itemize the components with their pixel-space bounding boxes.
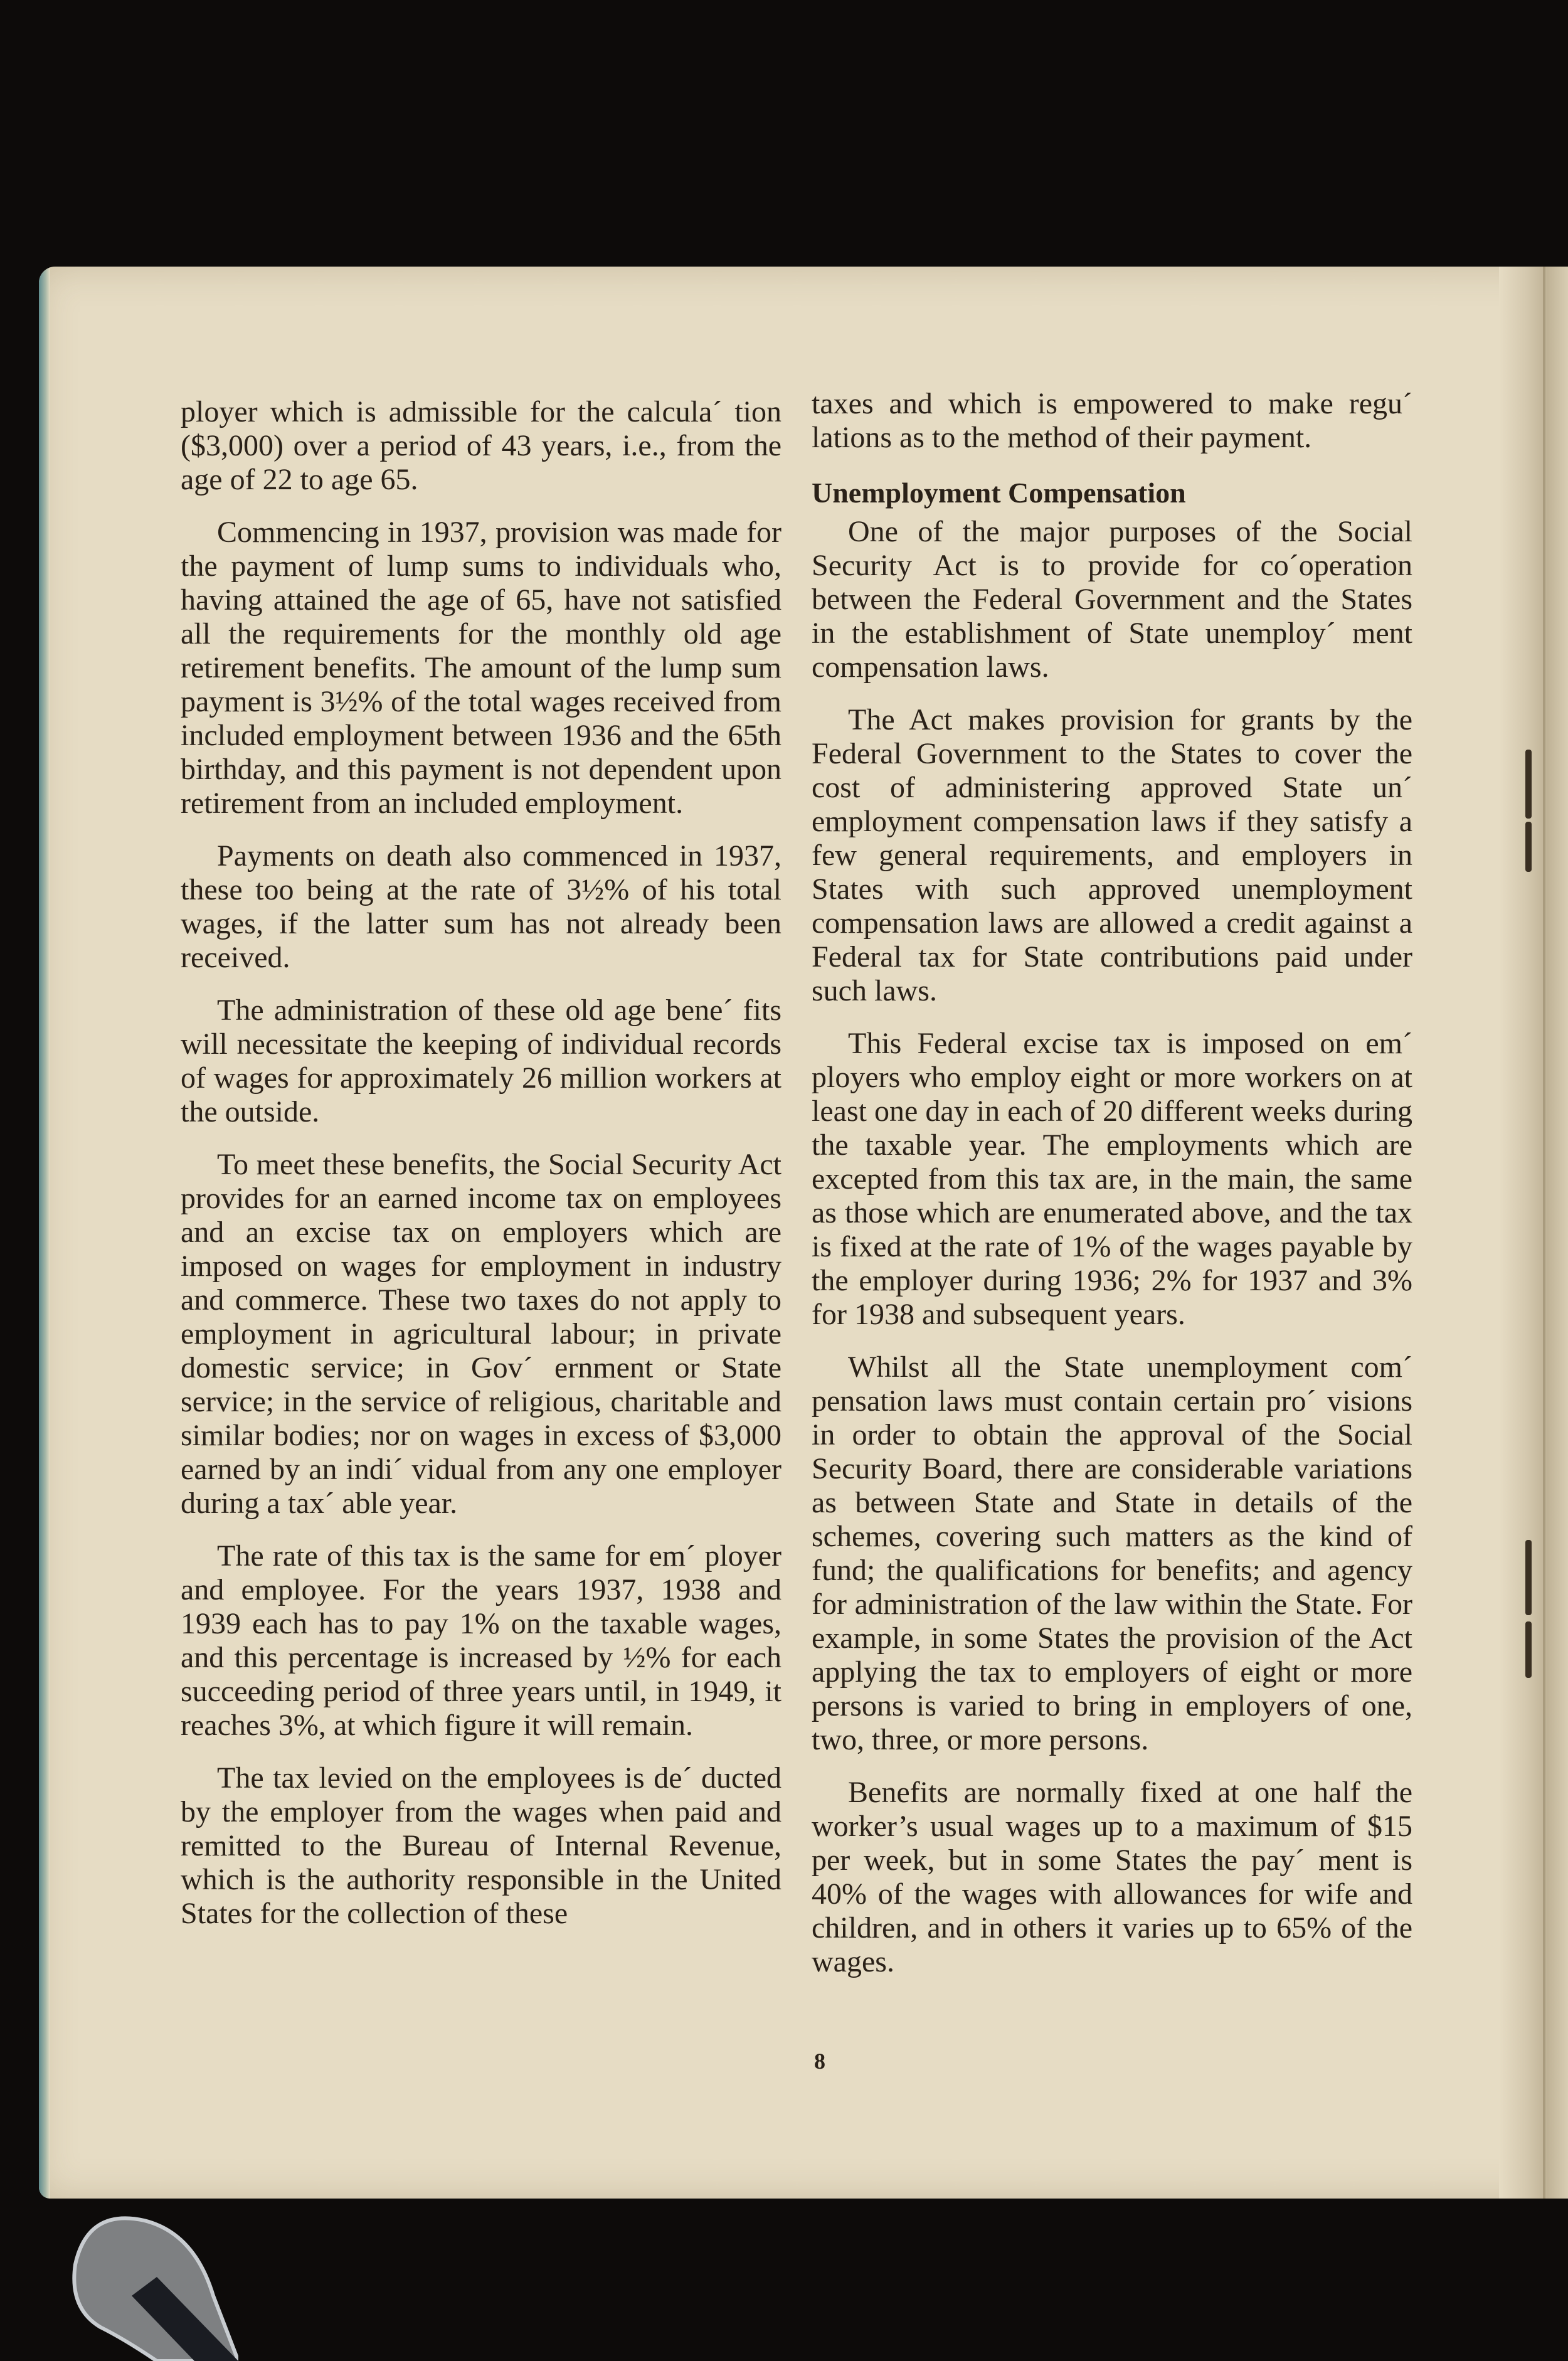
paragraph: The rate of this tax is the same for em´ ployer and employee. For the years 1937, 1938 and 1939 each has to pay 1% on the taxable wages, and this percentage is increased by ½% for each succeeding period of three years until, in 1949, it reaches 3%, at which figure it will remain. — [181, 1539, 781, 1742]
paragraph: The Act makes provision for grants by the Federal Government to the States to cover the cost of administering approved State un´ employment compensation laws if they satisfy a few general requirements, and employers in States with such approved unemployment compensation laws are allowed a credit against a Federal tax for State contributions paid under such laws. — [812, 703, 1412, 1007]
paragraph: ployer which is admissible for the calcula´ tion ($3,000) over a period of 43 years, i.e., from the age of 22 to age 65. — [181, 395, 781, 496]
magnifier-icon — [50, 2151, 238, 2361]
paragraph: This Federal excise tax is imposed on em´ ployers who employ eight or more workers on at least one day in each of 20 different weeks during the taxable year. The employments which are excepted from this tax are, in the main, the same as those which are enumerated above, and the tax is fixed at the rate of 1% of the wages payable by the employer during 1936; 2% for 1937 and 3% for 1938 and subsequent years. — [812, 1027, 1412, 1331]
page-edge — [39, 267, 50, 2199]
staple-mark — [1525, 750, 1532, 819]
gutter-fold — [1543, 267, 1545, 2199]
staple-mark — [1525, 1621, 1532, 1678]
book-page — [39, 267, 1568, 2199]
right-column — [812, 387, 1412, 1998]
paragraph: One of the major purposes of the Social Security Act is to provide for co´operation between the Federal Government and the States in the establishment of State unemploy´ ment compensation laws. — [812, 515, 1412, 684]
paragraph: Commencing in 1937, provision was made for the payment of lump sums to individuals who, having attained the age of 65, have not satisfied all the requirements for the monthly old age retirement benefits. The amount of the lump sum payment is 3½% of the total wages received from included employment between 1936 and the 65th birthday, and this payment is not dependent upon retirement from an included employment. — [181, 516, 781, 820]
left-column — [181, 395, 781, 1950]
page-number: 8 — [814, 2049, 825, 2074]
paragraph: The tax levied on the employees is de´ ducted by the employer from the wages when paid and remitted to the Bureau of Internal Revenue, which is the authority responsible in the United States for the collection of these — [181, 1761, 781, 1930]
section-heading: Unemployment Compensation — [812, 477, 1186, 509]
paragraph: taxes and which is empowered to make regu´ lations as to the method of their payment. — [812, 387, 1412, 454]
gutter — [1499, 267, 1568, 2199]
paragraph: The administration of these old age bene´ fits will necessitate the keeping of individual records of wages for approximately 26 million workers at the outside. — [181, 994, 781, 1128]
paragraph: Payments on death also commenced in 1937, these too being at the rate of 3½% of his total wages, if the latter sum has not already been received. — [181, 839, 781, 974]
paragraph: Whilst all the State unemployment com´ pensation laws must contain certain pro´ visions in order to obtain the approval of the Social Security Board, there are considerable variations as between State and State in details of the schemes, covering such matters as the kind of fund; the qualifications for benefits; and agency for administration of the law within the State. For example, in some States the provision of the Act applying the tax to employers of eight or more persons is varied to bring in employers of one, two, three, or more persons. — [812, 1350, 1412, 1756]
staple-mark — [1525, 1540, 1532, 1615]
paragraph: To meet these benefits, the Social Security Act provides for an earned income tax on employees and an excise tax on employers which are imposed on wages for employment in industry and commerce. These two taxes do not apply to employment in agricultural labour; in private domestic service; in Gov´ ernment or State service; in the service of religious, charitable and similar bodies; nor on wages in excess of $3,000 earned by an indi´ vidual from any one employer during a tax´ able year. — [181, 1148, 781, 1520]
paragraph: Benefits are normally fixed at one half the worker’s usual wages up to a maximum of $15 per week, but in some States the pay´ ment is 40% of the wages with allowances for wife and children, and in others it varies up to 65% of the wages. — [812, 1776, 1412, 1978]
staple-mark — [1525, 822, 1532, 872]
